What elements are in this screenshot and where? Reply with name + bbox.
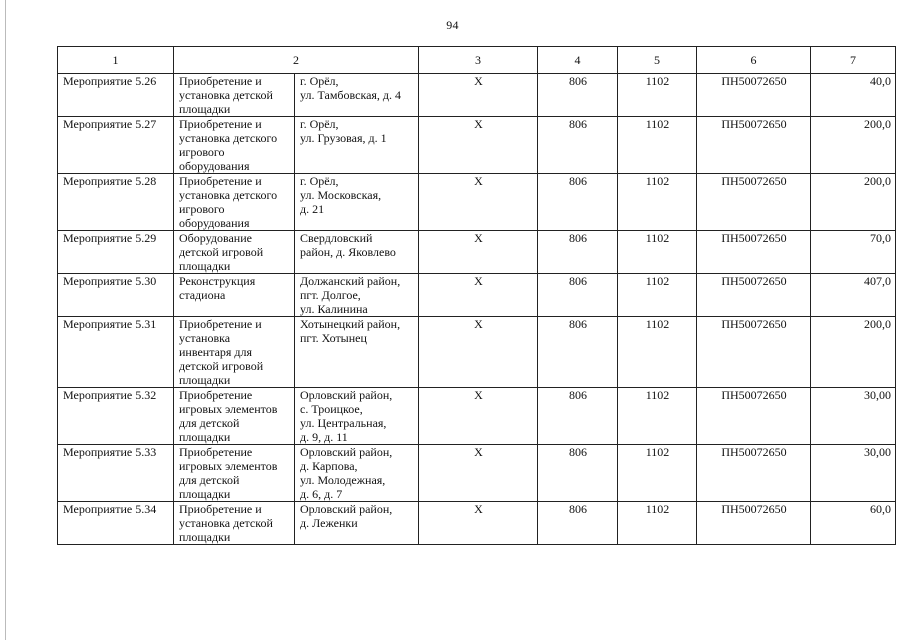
event-cell: Мероприятие 5.28	[58, 174, 174, 231]
description-line: игрового	[179, 202, 225, 216]
event-cell: Мероприятие 5.31	[58, 317, 174, 388]
column-4-cell: 806	[538, 74, 618, 117]
table-body	[58, 47, 896, 545]
budget-table	[57, 46, 896, 545]
location-line: ул. Тамбовская, д. 4	[300, 88, 402, 102]
location-line: ул. Молодежная,	[300, 473, 386, 487]
description-cell	[174, 174, 295, 231]
location-line: г. Орёл,	[300, 117, 339, 131]
location-line: г. Орёл,	[300, 74, 339, 88]
location-line: ул. Калинина	[300, 302, 368, 316]
description-line: Приобретение и	[179, 317, 262, 331]
location-cell	[295, 388, 419, 445]
amount-cell: 200,0	[811, 174, 896, 231]
description-line: детской игровой	[179, 245, 264, 259]
location-line: Свердловский	[300, 231, 373, 245]
location-line: д. Карпова,	[300, 459, 358, 473]
column-6-cell: ПН50072650	[697, 445, 811, 502]
column-6-cell: ПН50072650	[697, 274, 811, 317]
column-6-cell: ПН50072650	[697, 117, 811, 174]
table-row	[58, 317, 896, 388]
table-row	[58, 388, 896, 445]
column-6-cell: ПН50072650	[697, 388, 811, 445]
column-5-cell: 1102	[618, 274, 697, 317]
description-line: Приобретение	[179, 445, 253, 459]
location-cell	[295, 231, 419, 274]
header-cell-2: 2	[174, 47, 419, 74]
location-cell	[295, 274, 419, 317]
column-5-cell: 1102	[618, 317, 697, 388]
description-cell	[174, 445, 295, 502]
description-line: площадки	[179, 102, 231, 116]
table-row	[58, 74, 896, 117]
description-line: игровых элементов	[179, 402, 278, 416]
amount-cell: 200,0	[811, 117, 896, 174]
page-left-edge	[5, 0, 6, 640]
location-line: Должанский район,	[300, 274, 401, 288]
header-cell-3: 3	[419, 47, 538, 74]
location-line: с. Троицкое,	[300, 402, 363, 416]
location-line: Орловский район,	[300, 445, 393, 459]
table-row	[58, 502, 896, 545]
description-line: установка детского	[179, 188, 278, 202]
location-line: ул. Московская,	[300, 188, 382, 202]
column-4-cell: 806	[538, 445, 618, 502]
description-cell	[174, 74, 295, 117]
location-line: ул. Грузовая, д. 1	[300, 131, 387, 145]
description-line: установка детской	[179, 516, 273, 530]
column-3-cell: Х	[419, 117, 538, 174]
column-4-cell: 806	[538, 117, 618, 174]
header-cell-4: 4	[538, 47, 618, 74]
column-3-cell: Х	[419, 74, 538, 117]
table-row	[58, 231, 896, 274]
column-5-cell: 1102	[618, 74, 697, 117]
description-line: оборудования	[179, 159, 250, 173]
description-cell	[174, 117, 295, 174]
event-cell: Мероприятие 5.27	[58, 117, 174, 174]
location-line: Хотынецкий район,	[300, 317, 401, 331]
column-4-cell: 806	[538, 388, 618, 445]
event-cell: Мероприятие 5.26	[58, 74, 174, 117]
column-4-cell: 806	[538, 231, 618, 274]
column-3-cell: Х	[419, 274, 538, 317]
description-line: установка детской	[179, 88, 273, 102]
column-4-cell: 806	[538, 274, 618, 317]
description-line: для детской	[179, 416, 240, 430]
description-line: Приобретение и	[179, 117, 262, 131]
column-3-cell: Х	[419, 502, 538, 545]
location-line: д. 21	[300, 202, 325, 216]
description-line: установка детского	[179, 131, 278, 145]
amount-cell: 407,0	[811, 274, 896, 317]
location-line: г. Орёл,	[300, 174, 339, 188]
column-5-cell: 1102	[618, 502, 697, 545]
amount-cell: 60,0	[811, 502, 896, 545]
description-cell	[174, 274, 295, 317]
description-line: стадиона	[179, 288, 226, 302]
event-cell: Мероприятие 5.34	[58, 502, 174, 545]
column-3-cell: Х	[419, 445, 538, 502]
header-cell-5: 5	[618, 47, 697, 74]
amount-cell: 30,00	[811, 445, 896, 502]
column-4-cell: 806	[538, 317, 618, 388]
location-cell	[295, 502, 419, 545]
description-line: Реконструкция	[179, 274, 256, 288]
location-cell	[295, 174, 419, 231]
description-cell	[174, 317, 295, 388]
location-line: пгт. Долгое,	[300, 288, 361, 302]
column-5-cell: 1102	[618, 117, 697, 174]
description-line: площадки	[179, 530, 231, 544]
location-cell	[295, 74, 419, 117]
location-line: Орловский район,	[300, 502, 393, 516]
description-line: детской игровой	[179, 359, 264, 373]
description-line: Приобретение и	[179, 74, 262, 88]
amount-cell: 40,0	[811, 74, 896, 117]
description-cell	[174, 388, 295, 445]
amount-cell: 30,00	[811, 388, 896, 445]
column-3-cell: Х	[419, 317, 538, 388]
description-line: Приобретение и	[179, 174, 262, 188]
amount-cell: 200,0	[811, 317, 896, 388]
column-5-cell: 1102	[618, 388, 697, 445]
column-5-cell: 1102	[618, 174, 697, 231]
column-6-cell: ПН50072650	[697, 231, 811, 274]
description-line: игрового	[179, 145, 225, 159]
column-4-cell: 806	[538, 174, 618, 231]
description-line: Оборудование	[179, 231, 252, 245]
description-line: оборудования	[179, 216, 250, 230]
description-line: для детской	[179, 473, 240, 487]
table-row	[58, 117, 896, 174]
location-line: Орловский район,	[300, 388, 393, 402]
description-line: игровых элементов	[179, 459, 278, 473]
location-line: д. 9, д. 11	[300, 430, 348, 444]
description-line: площадки	[179, 373, 231, 387]
description-cell	[174, 502, 295, 545]
event-cell: Мероприятие 5.30	[58, 274, 174, 317]
column-6-cell: ПН50072650	[697, 74, 811, 117]
location-line: ул. Центральная,	[300, 416, 387, 430]
location-line: д. Леженки	[300, 516, 358, 530]
description-line: инвентаря для	[179, 345, 253, 359]
location-cell	[295, 317, 419, 388]
header-cell-6: 6	[697, 47, 811, 74]
column-6-cell: ПН50072650	[697, 317, 811, 388]
header-cell-7: 7	[811, 47, 896, 74]
column-5-cell: 1102	[618, 231, 697, 274]
location-line: район, д. Яковлево	[300, 245, 396, 259]
description-line: площадки	[179, 487, 231, 501]
header-cell-1: 1	[58, 47, 174, 74]
column-6-cell: ПН50072650	[697, 502, 811, 545]
table-row	[58, 445, 896, 502]
description-line: Приобретение и	[179, 502, 262, 516]
location-line: пгт. Хотынец	[300, 331, 367, 345]
table-row	[58, 174, 896, 231]
column-6-cell: ПН50072650	[697, 174, 811, 231]
description-line: площадки	[179, 430, 231, 444]
description-line: Приобретение	[179, 388, 253, 402]
description-line: площадки	[179, 259, 231, 273]
column-3-cell: Х	[419, 388, 538, 445]
column-5-cell: 1102	[618, 445, 697, 502]
description-line: установка	[179, 331, 231, 345]
location-line: д. 6, д. 7	[300, 487, 343, 501]
event-cell: Мероприятие 5.33	[58, 445, 174, 502]
amount-cell: 70,0	[811, 231, 896, 274]
column-3-cell: Х	[419, 174, 538, 231]
column-4-cell: 806	[538, 502, 618, 545]
table-row	[58, 274, 896, 317]
header-row	[58, 47, 896, 74]
event-cell: Мероприятие 5.29	[58, 231, 174, 274]
location-cell	[295, 445, 419, 502]
description-cell	[174, 231, 295, 274]
column-3-cell: Х	[419, 231, 538, 274]
event-cell: Мероприятие 5.32	[58, 388, 174, 445]
page-number: 94	[446, 18, 459, 32]
location-cell	[295, 117, 419, 174]
